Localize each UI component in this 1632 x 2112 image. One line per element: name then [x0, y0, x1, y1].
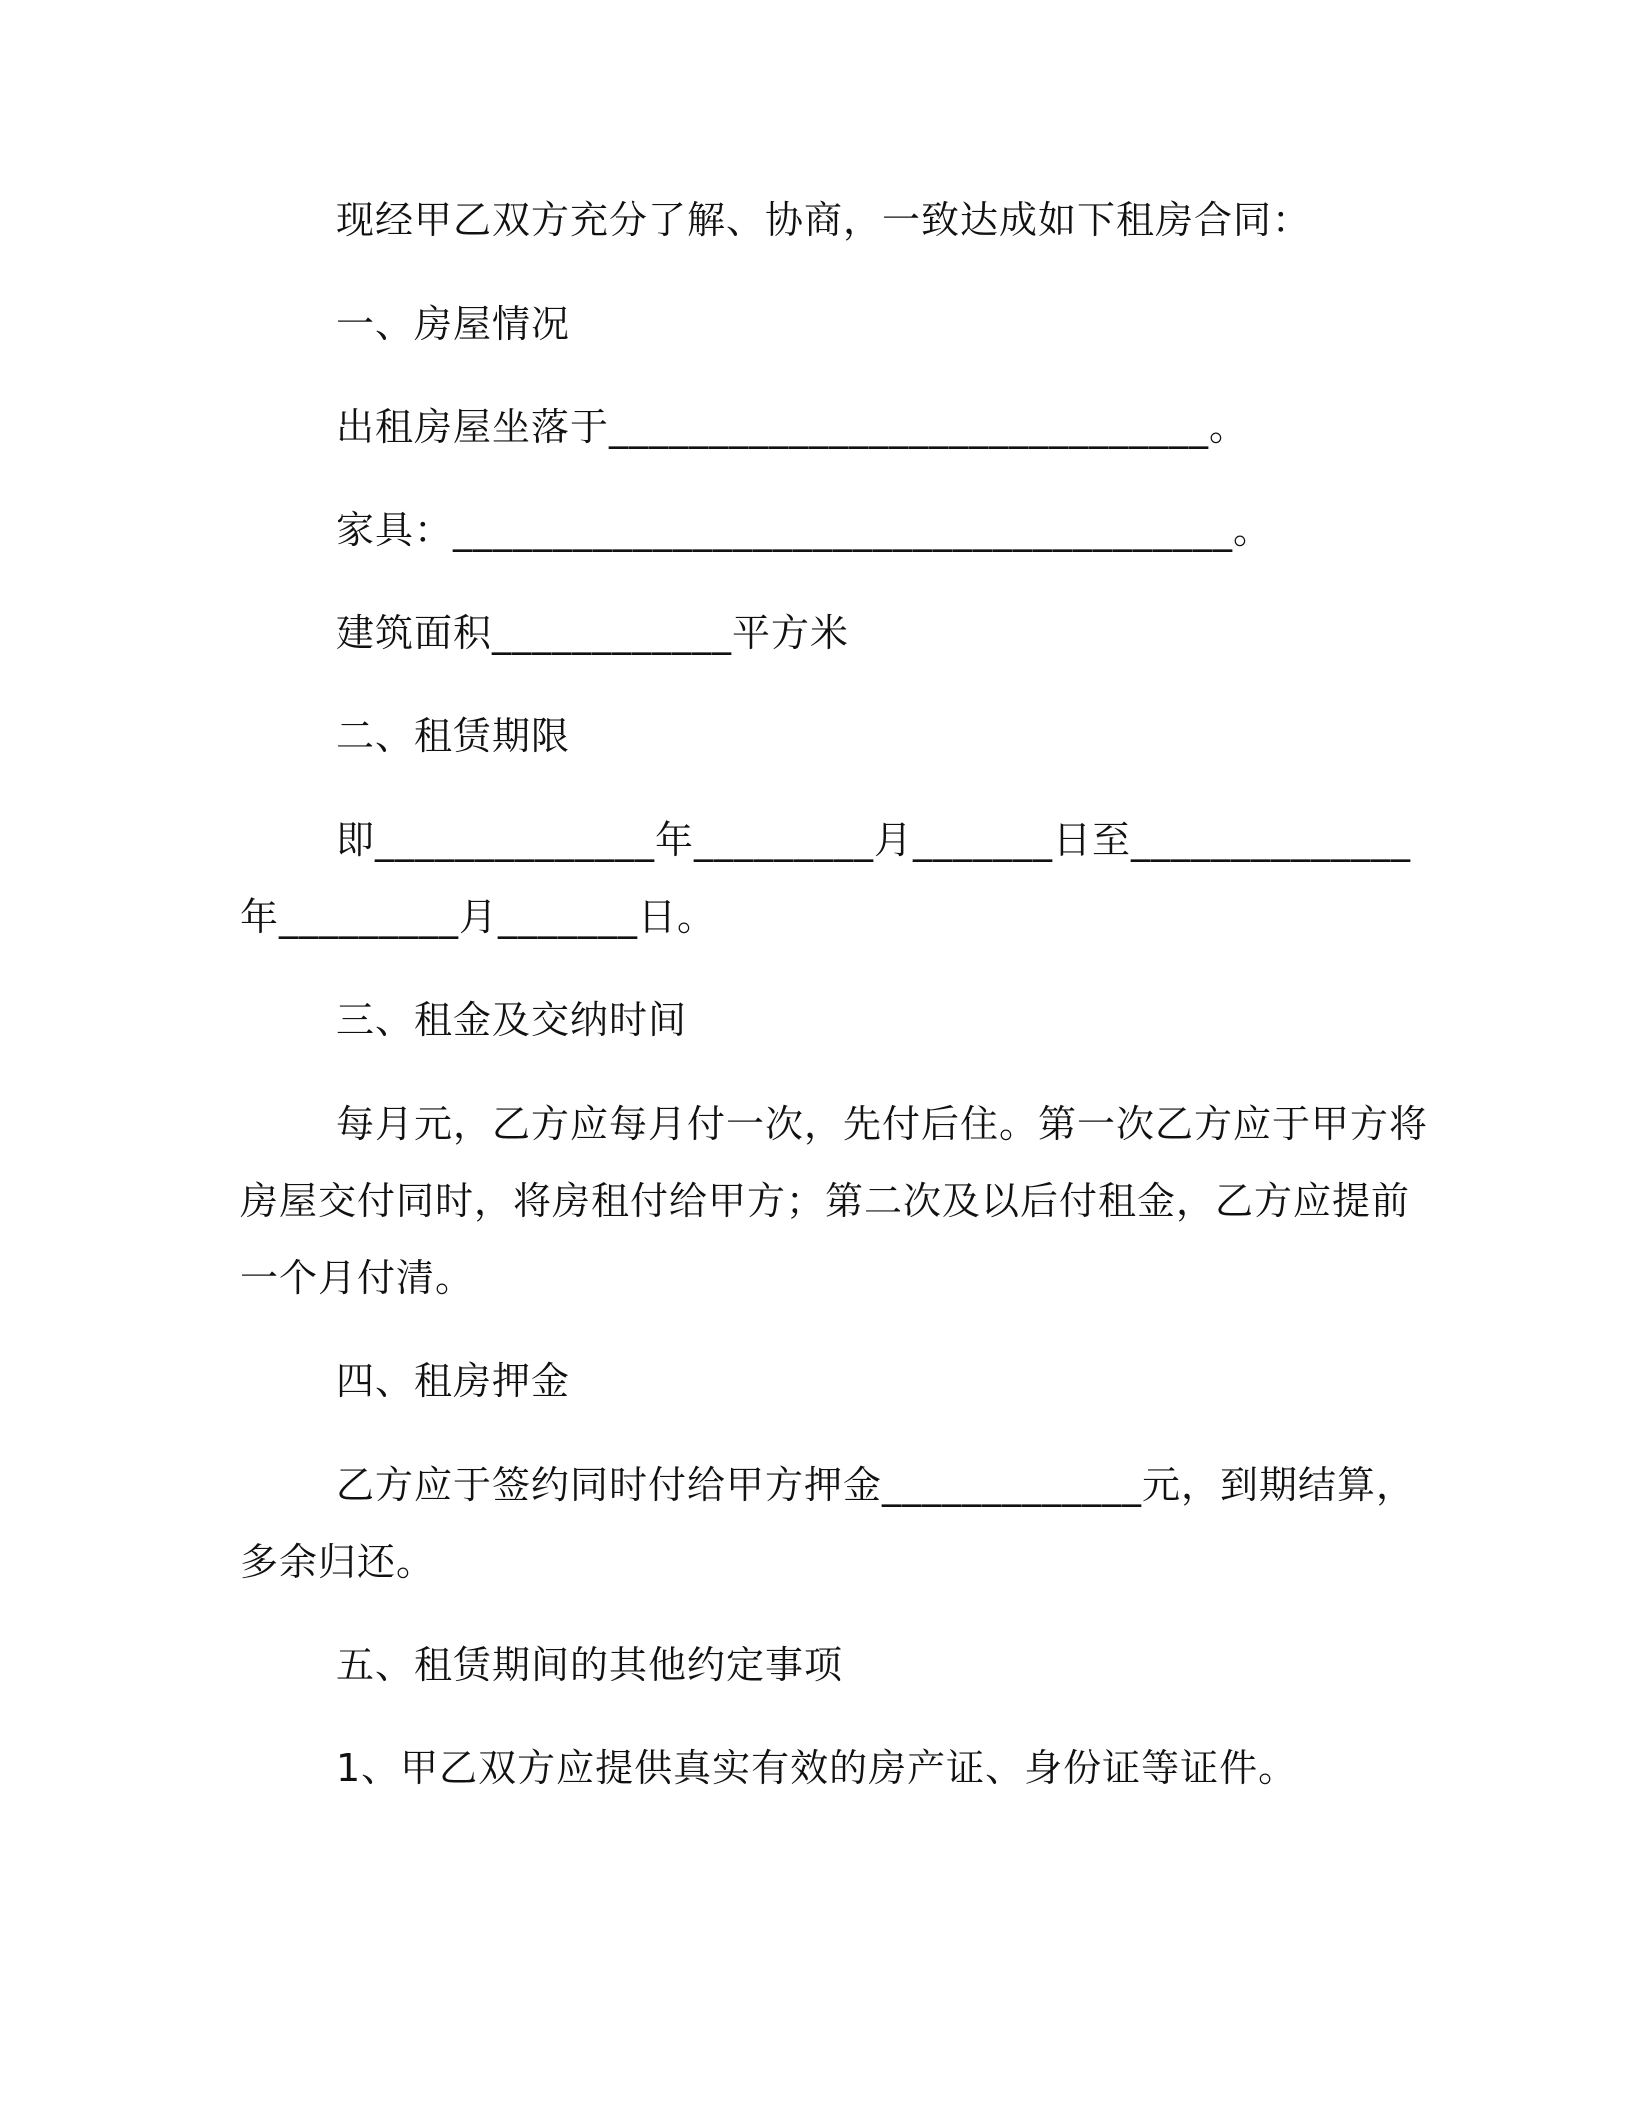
intro-paragraph: 现经甲乙双方充分了解、协商，一致达成如下租房合同：: [336, 198, 1312, 242]
furniture-line: 家具：_______________________________________。: [336, 508, 1273, 552]
section-5-heading: 五、租赁期间的其他约定事项: [336, 1643, 844, 1687]
lease-term-line-1: 即______________年_________月_______日至______________: [336, 818, 1412, 862]
section-1-heading: 一、房屋情况: [336, 302, 571, 346]
house-location-line: 出租房屋坐落于______________________________。: [336, 405, 1249, 449]
deposit-paragraph-line-2: 多余归还。: [240, 1540, 436, 1584]
other-terms-item-1: 1、甲乙双方应提供真实有效的房产证、身份证等证件。: [336, 1746, 1298, 1790]
section-4-heading: 四、租房押金: [336, 1359, 571, 1403]
rent-paragraph-line-2: 房屋交付同时，将房租付给甲方；第二次及以后付租金，乙方应提前: [240, 1179, 1411, 1223]
building-area-line: 建筑面积____________平方米: [336, 611, 850, 655]
section-3-heading: 三、租金及交纳时间: [336, 998, 688, 1042]
section-2-heading: 二、租赁期限: [336, 714, 571, 758]
lease-term-line-2: 年_________月_______日。: [240, 895, 717, 939]
deposit-paragraph-line-1: 乙方应于签约同时付给甲方押金_____________元，到期结算，: [336, 1463, 1416, 1507]
rent-paragraph-line-1: 每月元，乙方应每月付一次，先付后住。第一次乙方应于甲方将: [336, 1102, 1429, 1146]
rent-paragraph-line-3: 一个月付清。: [240, 1256, 475, 1300]
